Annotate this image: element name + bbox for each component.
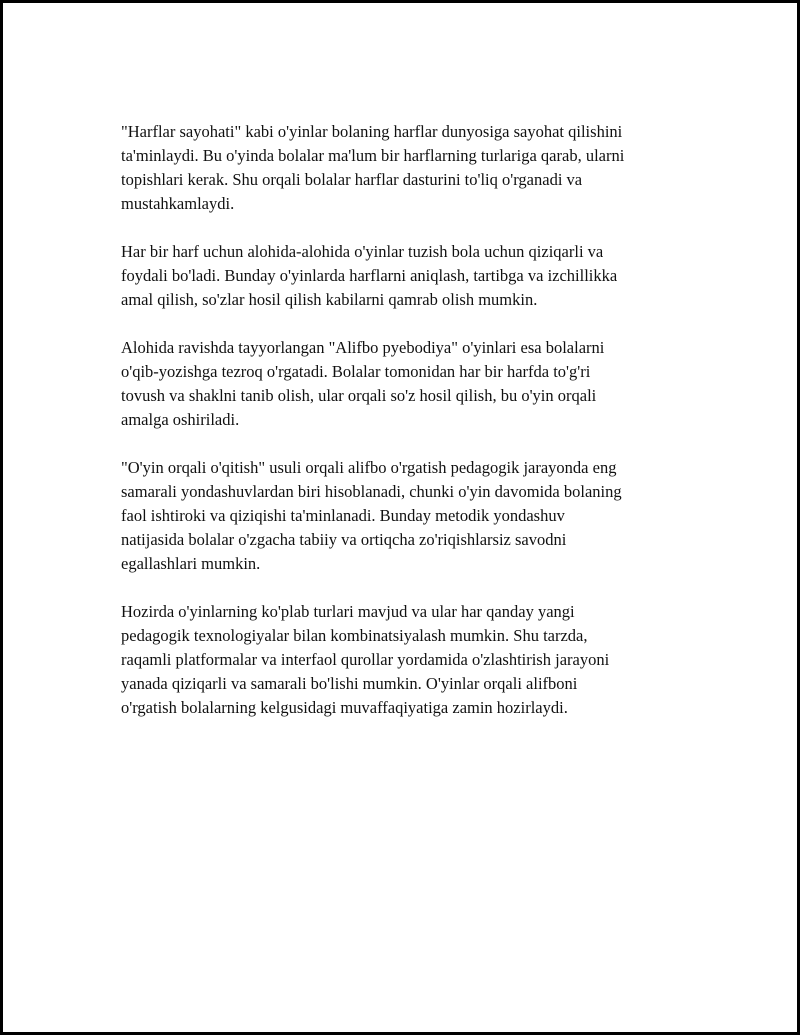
- text-line: samarali yondashuvlardan biri hisoblanadi, chunki o'yin davomida bolaning: [121, 482, 622, 501]
- text-line: pedagogik texnologiyalar bilan kombinatsiyalash mumkin. Shu tarzda,: [121, 626, 588, 645]
- text-line: Alohida ravishda tayyorlangan "Alifbo pyebodiya" o'yinlari esa bolalarni: [121, 338, 605, 357]
- document-body: [121, 120, 691, 744]
- text-line: amalga oshiriladi.: [121, 410, 240, 429]
- text-line: o'rgatish bolalarning kelgusidagi muvaffaqiyatiga zamin hozirlaydi.: [121, 698, 568, 717]
- text-line: "Harflar sayohati" kabi o'yinlar bolaning harflar dunyosiga sayohat qilishini: [121, 122, 623, 141]
- text-line: ta'minlaydi. Bu o'yinda bolalar ma'lum bir harflarning turlariga qarab, ularni: [121, 146, 625, 165]
- text-line: yanada qiziqarli va samarali bo'lishi mumkin. O'yinlar orqali alifboni: [121, 674, 578, 693]
- text-line: natijasida bolalar o'zgacha tabiiy va ortiqcha zo'riqishlarsiz savodni: [121, 530, 567, 549]
- paragraph-4: [121, 456, 691, 576]
- paragraph-1: [121, 120, 691, 216]
- text-line: topishlari kerak. Shu orqali bolalar harflar dasturini to'liq o'rganadi va: [121, 170, 583, 189]
- paragraph-5: [121, 600, 691, 720]
- text-line: raqamli platformalar va interfaol qurollar yordamida o'zlashtirish jarayoni: [121, 650, 610, 669]
- text-line: "O'yin orqali o'qitish" usuli orqali alifbo o'rgatish pedagogik jarayonda eng: [121, 458, 617, 477]
- text-line: amal qilish, so'zlar hosil qilish kabilarni qamrab olish mumkin.: [121, 290, 538, 309]
- text-line: Hozirda o'yinlarning ko'plab turlari mavjud va ular har qanday yangi: [121, 602, 575, 621]
- text-line: faol ishtiroki va qiziqishi ta'minlanadi. Bunday metodik yondashuv: [121, 506, 565, 525]
- text-line: egallashlari mumkin.: [121, 554, 261, 573]
- paragraph-3: [121, 336, 691, 432]
- text-line: tovush va shaklni tanib olish, ular orqali so'z hosil qilish, bu o'yin orqali: [121, 386, 597, 405]
- text-line: Har bir harf uchun alohida-alohida o'yinlar tuzish bola uchun qiziqarli va: [121, 242, 604, 261]
- text-line: o'qib-yozishga tezroq o'rgatadi. Bolalar tomonidan har bir harfda to'g'ri: [121, 362, 591, 381]
- text-line: mustahkamlaydi.: [121, 194, 235, 213]
- text-line: foydali bo'ladi. Bunday o'yinlarda harflarni aniqlash, tartibga va izchillikka: [121, 266, 618, 285]
- paragraph-2: [121, 240, 691, 312]
